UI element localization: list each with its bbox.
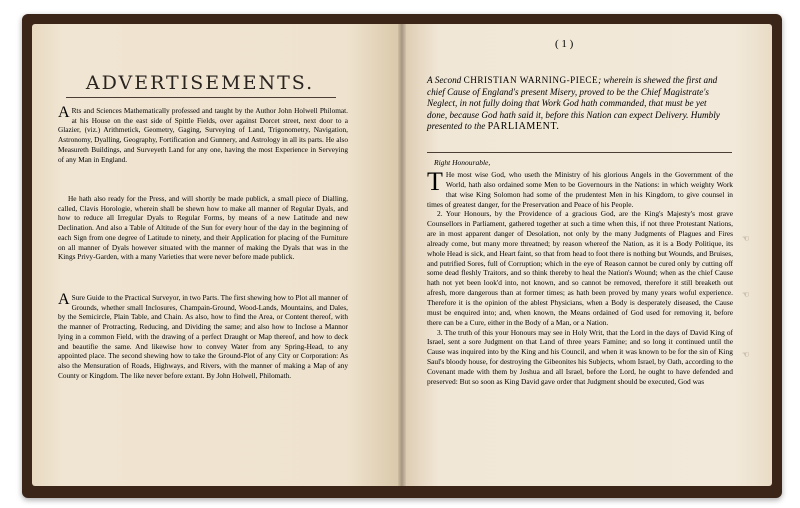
paragraph1-dropcap: T bbox=[427, 167, 443, 196]
page-number: ( 1 ) bbox=[555, 38, 574, 50]
book-gutter bbox=[398, 24, 406, 486]
advertisement-dialling bbox=[58, 194, 348, 266]
ad2-text: He hath also ready for the Press, and will shortly be made publick, a small piece of Dialling, called, Clavis Horologie, wherein shall be shewn how to make all manner of Regular Dyals, and how to reduce all Irregular Dyals to Regular Forms, by means of a new Latitude and new Declination. And also a Table of Altitude of the Sun for every hour of the day in the beginning of each Sign from one degree of Latitude to ninety, and their Application for placing of the Furniture on all manner of Dyals however situated with the manner of making the Dyals that was in the Kings Privy-Garden, with a many Varieties that were never before made publick. bbox=[58, 194, 348, 262]
manicule-icon: ☜ bbox=[742, 234, 750, 243]
title-prefix: A Second bbox=[427, 75, 462, 85]
manicule-icon: ☜ bbox=[742, 290, 750, 299]
ad1-text: Rts and Sciences Mathematically professed and taught by the Author John Holwell Philomat. at his House on the east side of Spittle Fields, over against Dorcet street, next door to a Glazier, (viz.) Arithmetick, Geometry, Gaging, Surveying of Land, Trigonometry, Navigation, Astronomy, Dyalling, Geography, Fortification and Gunnery, and Astrology in all its parts. He also Measureth Buildings, and Surveyeth Land for any one, having the most Experience in Serveying of any Man in England. bbox=[58, 106, 348, 164]
manicule-icon: ☜ bbox=[742, 350, 750, 359]
ad3-text: Sure Guide to the Practical Surveyor, in two Parts. The first shewing how to Plot all manner of Grounds, whether small Inclosures, Champain-Ground, Wood-Lands, Mountains, and Dales, by the Semicircle, Plain Table, and Chain. As also, how to find the Area, or Content thereof, with the manner of Protracting, Reducing, and Dividing the same; and also how to Inclose a Mannor lying in a common Field, with the drawing of a perfect Draught or Map thereof, and how to deck and beautifie the same. And likewise how to convey Water from any Spring-Head, to any appointed place. The second shewing how to take the Ground-Plot of any City or Corporation: As also the Mensuration of Roads, Highways, and Rivers, with the manner of making a Map of any County or Kingdom. The like never before extant. By John Holwell, Philomath. bbox=[58, 293, 348, 380]
advertisement-surveyor-guide bbox=[58, 293, 348, 384]
title-parliament: PARLIAMENT. bbox=[487, 121, 560, 132]
ad3-dropcap: A bbox=[58, 291, 70, 308]
title-rule bbox=[427, 152, 732, 153]
ad1-dropcap: A bbox=[58, 104, 70, 121]
salutation: Right Honourable, bbox=[434, 158, 491, 167]
pamphlet-title bbox=[427, 75, 727, 133]
advertisement-tutoring bbox=[58, 106, 348, 168]
paragraph-1: He most wise God, who useth the Ministry of his glorious Angels in the Government of the World, hath also ordained some Men to be Governours in the Nations: in which weighty Work that wise King Solomon had some of the prudentest Men in his Kingdom, to give counsel in times of greatest danger, for the Preservation and Peace of his People. bbox=[427, 170, 733, 209]
title-main: CHRISTIAN WARNING-PIECE bbox=[463, 75, 599, 85]
title-body: ; wherein is shewed the first and chief Cause of England's present Misery, proved to be the Chief Magistrate's Neglect, in not fully doing that Work God hath commanded, that must be yet done, because God hath said it, before this Nation can expect Delivery. Humbly presented to the bbox=[427, 75, 720, 131]
heading-rule bbox=[66, 97, 336, 98]
paragraph-2: 2. Your Honours, by the Providence of a gracious God, are the King's Majesty's most grave Counsellors in Parliament, gathered together at such a time when this, if not three Protestant Nations, are in most apparent danger of Desolation, not only by the many Judgments of Plagues and Fires already come, but many more threatned; by reason whereof the Nation, as it is a Body Politique, its whole Head is sick, and Heart faint, so that from head to foot there is nothing but Wounds, and Bruises, and putrified Sores, full of Corruption; which in the eye of Reason cannot be cured only by cutting off some dead fleshly Traitors, and so think thereby to heal the Nation's Wound; when as the chief Cause hath not yet been look'd into, not known, and so cannot be removed, therefore it still breaketh out afresh, more dangerous than at former times; as hath been proved by many years woful experience. Therefore it is the opinion of the ablest Physicians, when a Body is desperately diseased, the Cause must be enquired into; and, when known, the Means ordained of God used for removing it, before there can be a Cure, either in the Body of a Man, or a Nation. bbox=[427, 209, 733, 327]
body-text bbox=[427, 167, 733, 387]
advertisements-heading: ADVERTISEMENTS. bbox=[85, 72, 315, 94]
paragraph-3: 3. The truth of this your Honours may see in Holy Writ, that the Lord in the days of David King of Israel, sent a sore Judgment on that Land of three years Famine; and so long it continued until the Cause was inquired into by the King and his Council, and when it was known to be for the sin of King Saul's bloody house, for destroying the Gibeonites his Subjects, whom Israel, by Oath, according to the Covenant made with them by Joshua and all Israel, before the Lord, he ought to have defended and preserved: But so soon as King David gave order that Judgment should be executed, God was bbox=[427, 327, 733, 386]
